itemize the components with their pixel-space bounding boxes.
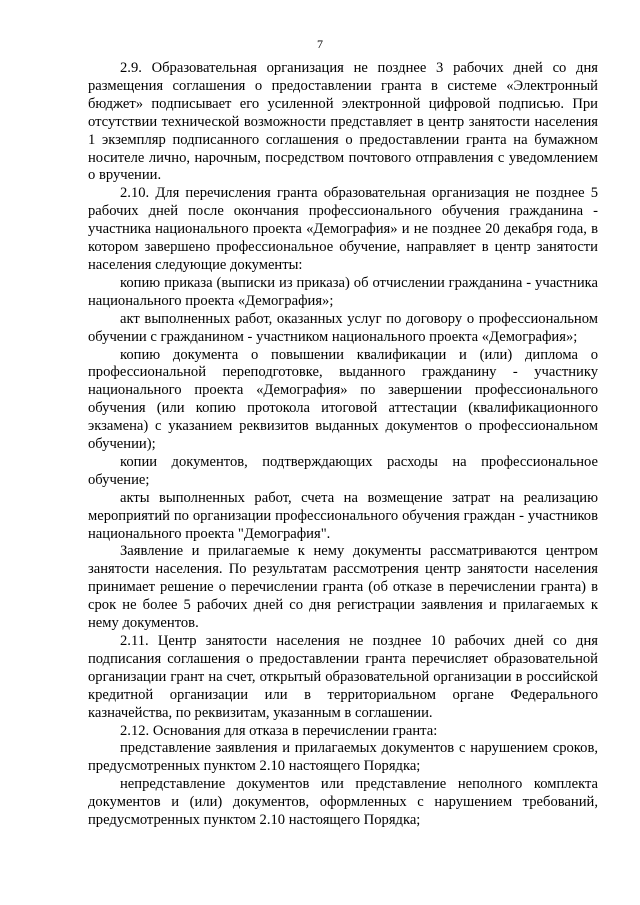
paragraph-2-11: 2.11. Центр занятости населения не позднее 10 рабочих дней со дня подписания соглашения о предоставлении гранта перечисляет образовательной организации грант на счет, открытый образовательной организации в российской кредитной организации или в территориальном органе Федерального казначейства, по реквизитам, указанным в соглашении. bbox=[88, 633, 598, 721]
paragraph-review: Заявление и прилагаемые к нему документы рассматриваются центром занятости населения. По результатам рассмотрения центр занятости населения принимает решение о перечислении гранта (об отказе в перечислении гранта) в срок не более 5 рабочих дней со дня регистрации заявления и прилагаемых к нему документов. bbox=[88, 543, 598, 632]
paragraph-2-9: 2.9. Образовательная организация не позднее 3 рабочих дней со дня размещения соглашения о предоставлении гранта в системе «Электронный бюджет» подписывает его усиленной электронной цифровой подписью. При отсутствии технической возможности представляет в центр занятости населения 1 экземпляр подписанного соглашения о предоставлении гранта на бумажном носителе лично, нарочным, посредством почтового отправления с уведомлением о вручении. bbox=[88, 60, 598, 184]
list-item-late-submission: представление заявления и прилагаемых документов с нарушением сроков, предусмотренных пунктом 2.10 настоящего Порядка; bbox=[88, 740, 598, 775]
document-body bbox=[88, 60, 598, 830]
list-item-invoices: акты выполненных работ, счета на возмещение затрат на реализацию мероприятий по организации профессионального обучения граждан - участников национального проекта "Демография". bbox=[88, 489, 598, 542]
paragraph-2-12: 2.12. Основания для отказа в перечислении гранта: bbox=[120, 722, 438, 739]
paragraph-2-10: 2.10. Для перечисления гранта образовательная организация не позднее 5 рабочих дней после окончания профессионального обучения гражданина - участника национального проекта «Демография» и не позднее 20 декабря года, в котором завершено профессиональное обучение, направляет в центр занятости населения следующие документы: bbox=[88, 185, 598, 273]
list-item-incomplete-documents: непредставление документов или представление неполного комплекта документов и (или) документов, оформленных с нарушением требований, предусмотренных пунктом 2.10 настоящего Порядка; bbox=[88, 776, 598, 829]
list-item-order-copy: копию приказа (выписки из приказа) об отчислении гражданина - участника национального проекта «Демография»; bbox=[88, 274, 598, 309]
list-item-expense-documents: копии документов, подтверждающих расходы на профессиональное обучение; bbox=[88, 453, 598, 488]
list-item-qualification-document: копию документа о повышении квалификации и (или) диплома о профессиональной переподготовке, выданного гражданину - участнику национального проекта «Демография» по завершении профессионального обучения (или копию протокола итоговой аттестации (квалификационного экзамена) с указанием реквизитов выданных документов о профессиональном обучении); bbox=[88, 346, 598, 453]
list-item-work-act: акт выполненных работ, оказанных услуг по договору о профессиональном обучении с гражданином - участником национального проекта «Демография»; bbox=[88, 310, 598, 345]
page-number: 7 bbox=[317, 37, 323, 51]
